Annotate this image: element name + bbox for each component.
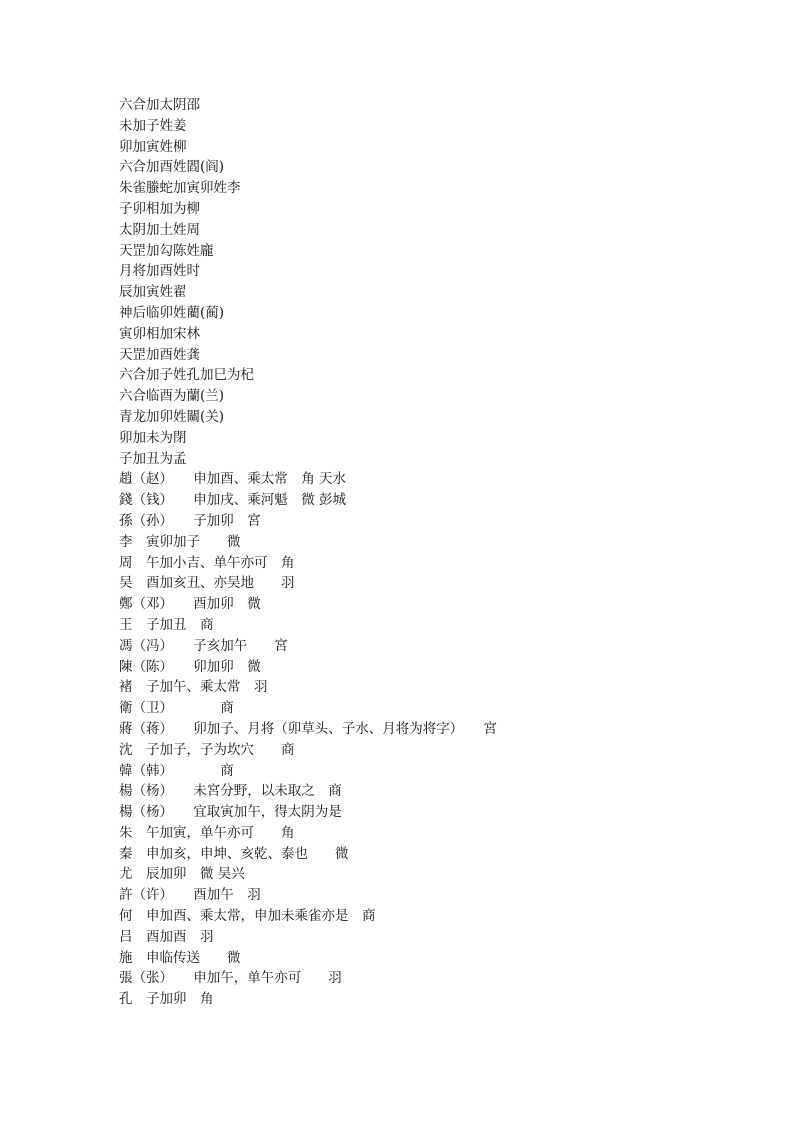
text-line: 楊（杨） 未宮分野，以未取之 商 — [119, 783, 342, 800]
text-line: 朱 午加寅，单午亦可 角 — [119, 824, 295, 841]
text-line: 許（许） 酉加午 羽 — [119, 887, 261, 904]
text-line: 未加子姓姜 — [119, 117, 187, 134]
text-line: 王 子加丑 商 — [119, 616, 214, 633]
text-line: 辰加寅姓翟 — [119, 284, 187, 301]
text-line: 鄭（邓） 酉加卯 微 — [119, 596, 261, 613]
text-line: 六合加太阴邵 — [119, 97, 200, 113]
text-line: 施 申临传送 微 — [119, 949, 241, 966]
text-line: 天罡加酉姓龚 — [119, 346, 200, 363]
text-line: 天罡加勾陈姓龐 — [119, 242, 214, 259]
text-line: 神后临卯姓藺(蔺) — [119, 304, 225, 321]
text-line: 孔 子加卯 角 — [119, 991, 214, 1008]
text-line: 韓（韩） 商 — [119, 762, 234, 779]
text-line: 何 申加酉、乘太常，申加未乘雀亦是 商 — [119, 908, 376, 925]
text-line: 衛（卫） 商 — [119, 700, 234, 717]
text-line: 子加丑为孟 — [119, 450, 187, 467]
text-line: 六合加子姓孔加巳为杞 — [119, 367, 254, 384]
text-line: 寅卯相加宋林 — [119, 325, 200, 342]
text-line: 楊（杨） 宜取寅加午，得太阴为是 — [119, 804, 342, 821]
text-line: 月将加酉姓时 — [119, 263, 200, 280]
text-line: 秦 申加亥，申坤、亥乾、泰也 微 — [119, 845, 349, 862]
text-line: 尤 辰加卯 微 吴兴 — [119, 866, 245, 883]
text-line: 孫（孙） 子加卯 宮 — [119, 512, 261, 529]
text-line: 周 午加小吉、单午亦可 角 — [119, 554, 295, 571]
text-line: 褚 子加午、乘太常 羽 — [119, 679, 268, 696]
text-line: 卯加未为閉 — [119, 429, 187, 446]
text-line: 張（张） 申加午，单午亦可 羽 — [119, 970, 342, 987]
text-body — [119, 95, 497, 1010]
text-line: 趙（赵） 申加酉、乘太常 角 天水 — [119, 471, 347, 488]
text-line: 青龙加卯姓關(关) — [119, 408, 225, 425]
text-line: 吴 酉加亥丑、亦吴地 羽 — [119, 575, 295, 592]
text-line: 吕 酉加酉 羽 — [119, 928, 214, 945]
text-line: 子卯相加为柳 — [119, 200, 200, 217]
text-line: 太阴加土姓周 — [119, 221, 200, 238]
text-line: 卯加寅姓柳 — [119, 138, 187, 155]
text-line: 李 寅卯加子 微 — [119, 533, 241, 550]
text-line: 蔣（蒋） 卯加子、月将（卯草头、子水、月将为将字） 宮 — [119, 720, 497, 737]
text-line: 六合加酉姓閻(阎) — [119, 159, 225, 176]
text-line: 朱雀螣蛇加寅卯姓李 — [119, 180, 241, 197]
text-line: 馮（冯） 子亥加午 宮 — [119, 637, 288, 654]
text-line: 錢（钱） 申加戌、乘河魁 微 彭城 — [119, 492, 347, 509]
text-line: 陳（陈） 卯加卯 微 — [119, 658, 261, 675]
text-line: 六合临酉为蘭(兰) — [119, 388, 225, 405]
text-line: 沈 子加子，子为坎穴 商 — [119, 741, 295, 758]
